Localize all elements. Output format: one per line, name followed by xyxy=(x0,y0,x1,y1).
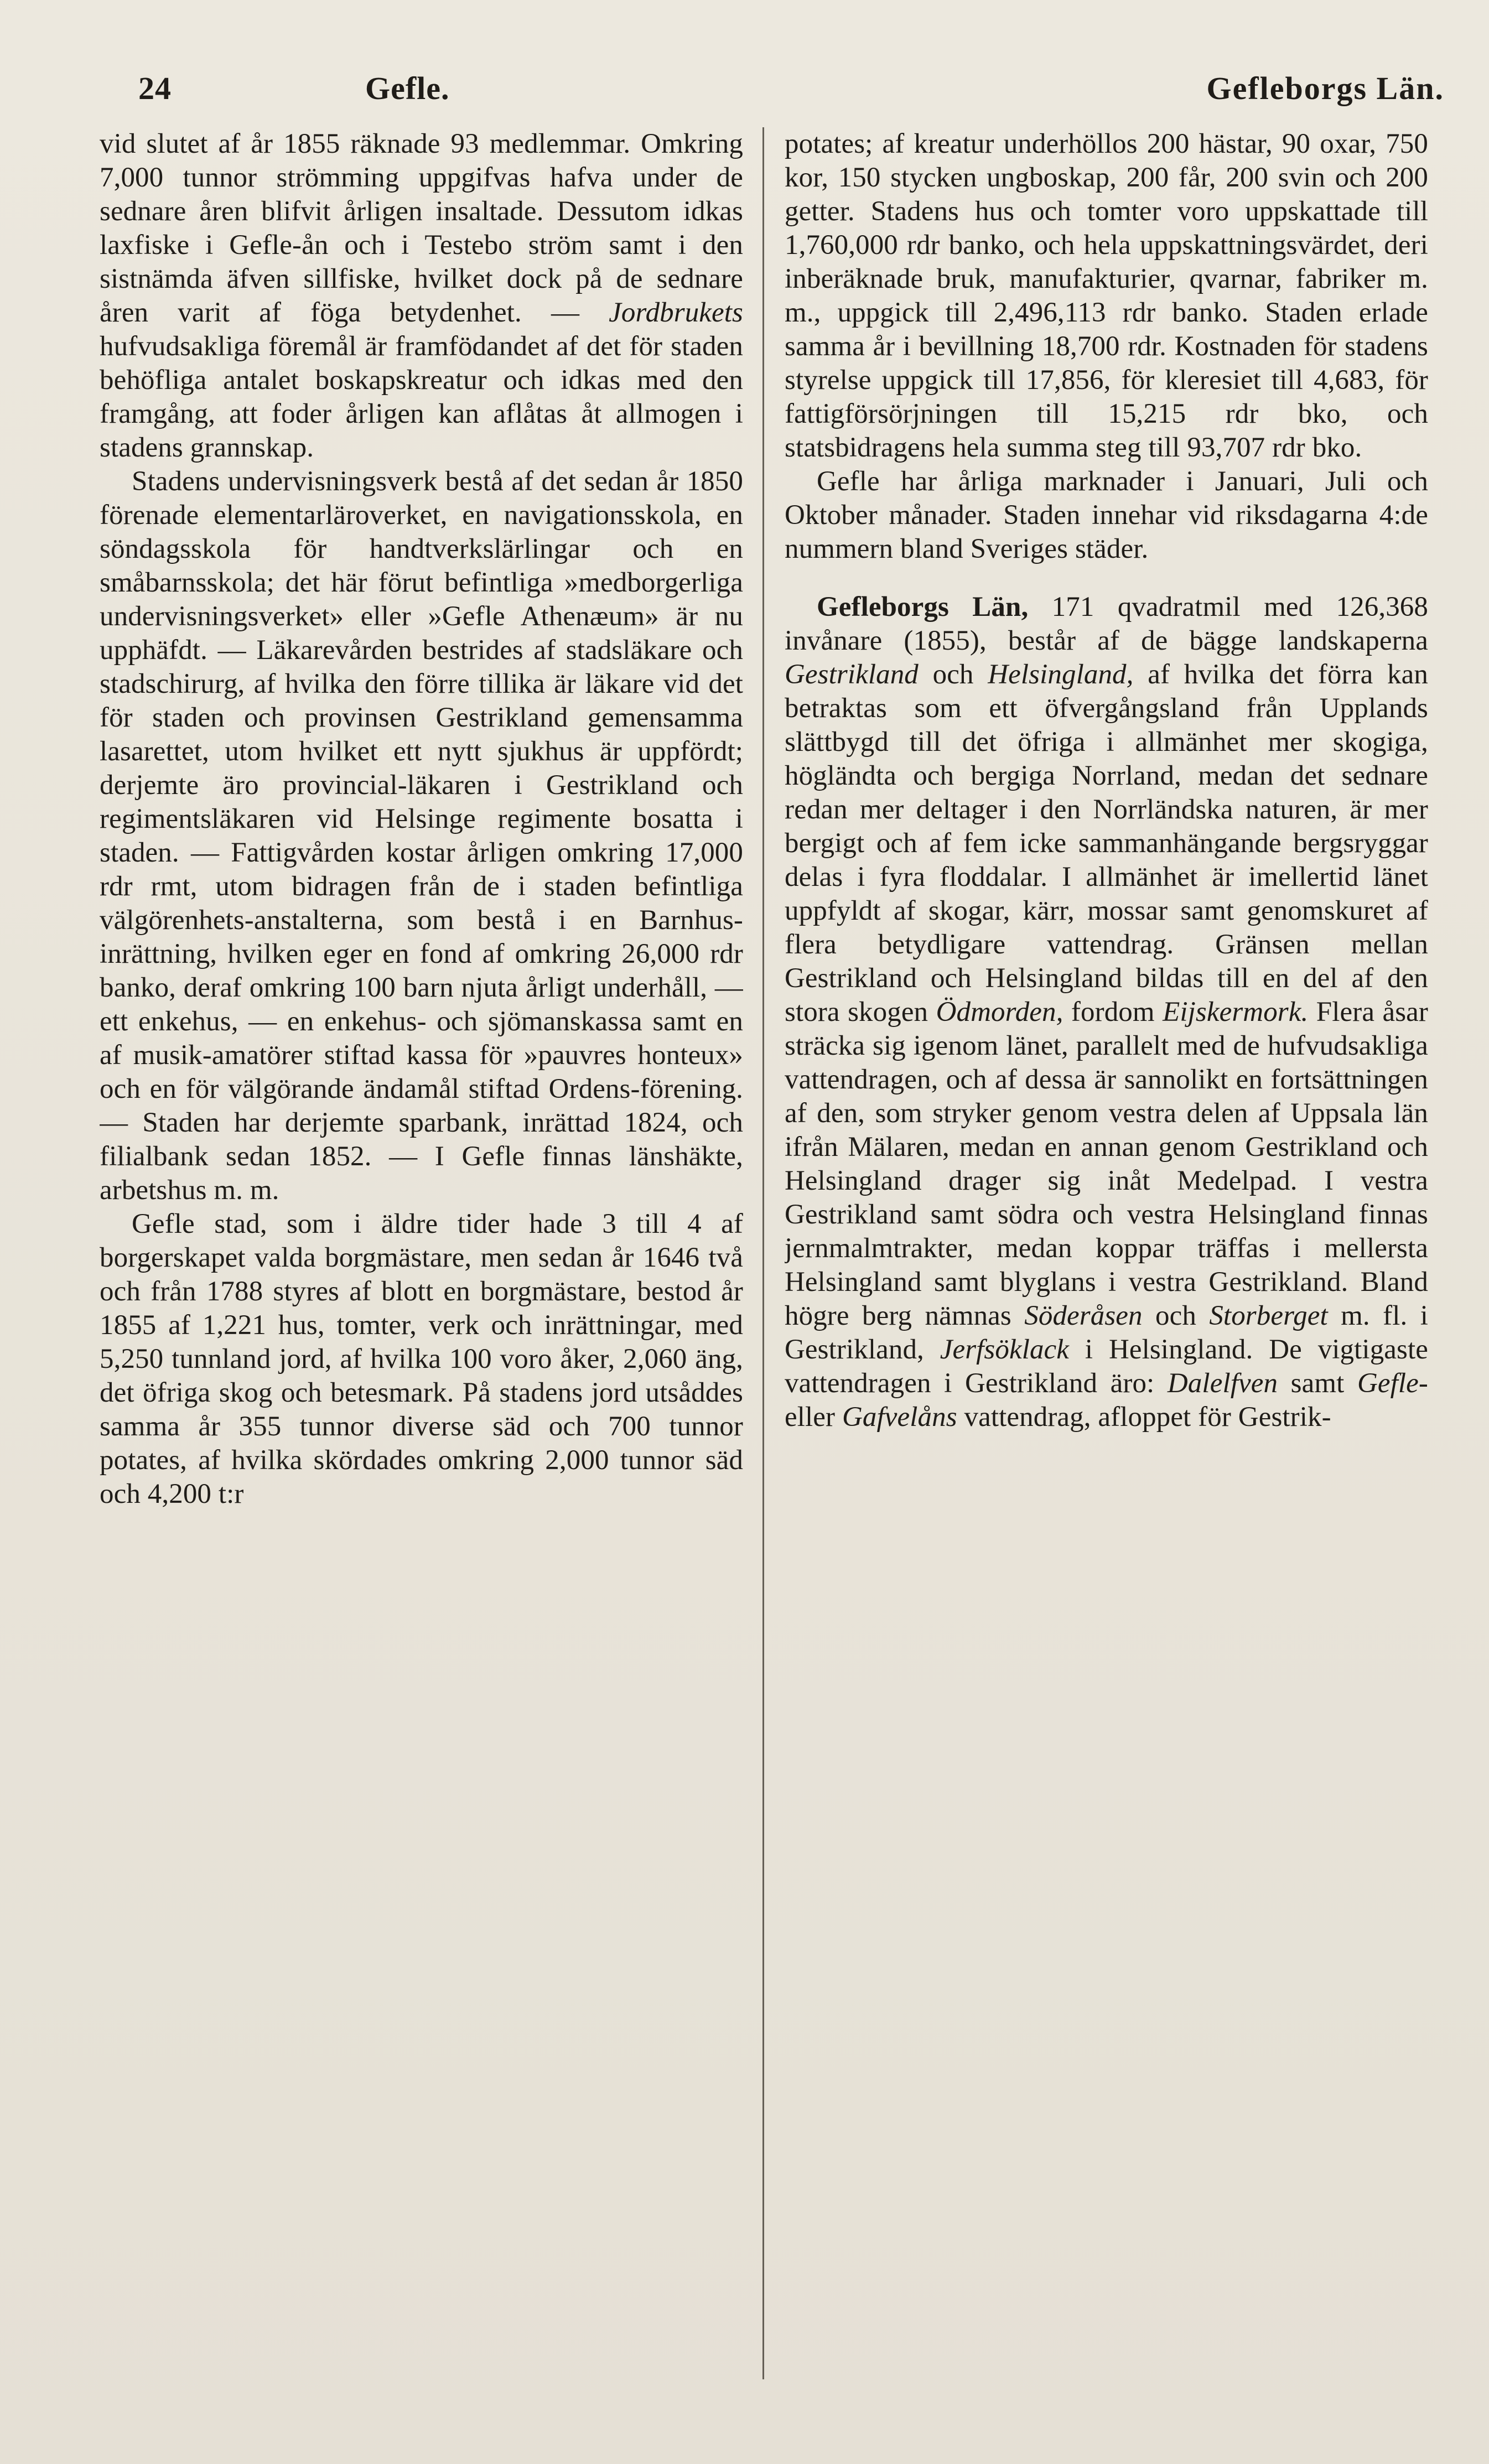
jerfsoklack-italic: Jerfsöklack xyxy=(940,1334,1070,1365)
county-text-f: och xyxy=(1142,1300,1210,1331)
right-paragraph-2 xyxy=(785,465,1428,566)
running-head-right: Gefleborgs Län. xyxy=(1206,70,1444,106)
livestock-valuation-paragraph: potates; af kreatur underhöllos 200 hästar, 90 oxar, 750 kor, 150 stycken ungboskap, 200 får, 200 svin och 200 getter. Stadens hus och tomter voro uppskattade till 1,760,000 rdr banko, och hela uppskattningsvärdet, deri inberäknade bruk, manufakturier, qvarnar, fabriker m. m., uppgick till 2,496,113 rdr banko. Staden erlade samma år i bevillning 18,700 rdr. Kostnaden för stadens styrelse uppgick till 17,856, för kleresiet till 4,683, för fattigförsörjningen till 15,215 rdr bko, och statsbidragens hela summa steg till 93,707 rdr bko. xyxy=(785,128,1428,463)
two-column-text xyxy=(100,127,1428,2396)
agriculture-italic-term: Jordbrukets xyxy=(609,297,743,328)
county-text-j: eller xyxy=(785,1402,842,1433)
dalelfven-italic: Dalelfven xyxy=(1167,1368,1278,1399)
county-text-k: vattendrag, afloppet för Gestrik- xyxy=(957,1402,1331,1433)
helsingland-italic: Helsingland, xyxy=(988,659,1134,690)
county-text-d: fordom xyxy=(1063,997,1163,1028)
county-text-g: m. fl. i Gestrikland, xyxy=(785,1300,1428,1365)
column-divider xyxy=(762,127,764,2379)
gafvelans-italic: Gafvelåns xyxy=(842,1402,957,1433)
right-paragraph-3 xyxy=(785,590,1428,1434)
page-header xyxy=(94,66,1444,111)
running-head-left: Gefle. xyxy=(365,70,450,106)
left-paragraph-1-text: vid slutet af år 1855 räknade 93 medlemmar. Omkring 7,000 tunnor strömming uppgifvas hafva under de sednare åren blifvit årligen insaltade. Dessutom idkas laxfiske i Gefle-ån och i Testebo ström samt i den sistnämda äfven sillfiske, hvilket dock på de sednare åren varit af föga betydenhet. — xyxy=(100,128,743,328)
eijskermork-italic: Eijskermork. xyxy=(1163,997,1309,1028)
county-text-a: 171 qvadratmil med 126,368 invånare (1855), består af de bägge landskaperna xyxy=(785,592,1428,656)
left-paragraph-1-tail: hufvudsakliga föremål är framfödandet af det för staden behöfliga antalet boskapskreatur och idkas med den framgång, att foder årligen kan aflåtas åt allmogen i stadens grannskap. xyxy=(100,331,743,463)
education-care-paragraph: Stadens undervisningsverk bestå af det sedan år 1850 förenade elementarläroverket, en navigationsskola, en söndagsskola för handtverkslärlingar och en småbarnsskola; det här förut befintliga »medborgerliga undervisningsverket» eller »Gefle Athenæum» är nu upphäfdt. — Läkarevården bestrides af stadsläkare och stadschirurg, af hvilka den förre tillika är läkare vid det för staden och provinsen Gestrikland gemensamma lasarettet, utom hvilket ett nytt sjukhus är uppfördt; derjemte äro provincial-läkaren i Gestrikland och regimentsläkaren vid Helsinge regimente bosatta i staden. — Fattigvården kostar årligen omkring 17,000 rdr rmt, utom bidragen från de i staden befintliga välgörenhets-anstalterna, som bestå i en Barnhus-inrättning, hvilken eger en fond af omkring 26,000 rdr banko, deraf omkring 100 barn njuta årligt underhåll, — ett enkehus, — en enkehus- och sjömanskassa samt en af musik-amatörer stiftad kassa för »pauvres honteux» och en för välgörande ändamål stiftad Ordens-förening. — Staden har derjemte sparbank, inrättad 1824, och filialbank sedan 1852. — I Gefle finnas länshäkte, arbetshus m. m. xyxy=(100,466,743,1206)
left-paragraph-1 xyxy=(100,127,743,465)
markets-paragraph: Gefle har årliga marknader i Januari, Juli och Oktober månader. Staden innehar vid riksdagarna 4:de nummern bland Sveriges städer. xyxy=(785,466,1428,564)
county-text-c: af hvilka det förra kan betraktas som ett öfvergångsland från Upplands slättbygd till det öfriga i allmänhet mer skogiga, högländta och bergiga Norrland, medan det sednare redan mer deltager i den Norrländska naturen, är mer bergigt och af fem icke sammanhängande bergsryggar delas i fyra floddalar. I allmänhet är imellertid länet uppfyldt af skogar, kärr, mossar samt genomskuret af flera betydligare vattendrag. Gränsen mellan Gestrikland och Helsingland bildas till en del af den stora skogen xyxy=(785,659,1428,1028)
left-paragraph-2 xyxy=(100,465,743,1207)
county-text-h: i Helsingland. De vigtigaste vattendragen i Gestrikland äro: xyxy=(785,1334,1428,1399)
storberget-italic: Storberget xyxy=(1209,1300,1328,1331)
county-text-i: samt xyxy=(1278,1368,1357,1399)
right-paragraph-1 xyxy=(785,127,1428,465)
right-column xyxy=(785,127,1428,2396)
gestrikland-italic: Gestrikland xyxy=(785,659,919,690)
gefle-italic: Gefle- xyxy=(1357,1368,1428,1399)
odmorden-italic: Ödmorden, xyxy=(936,997,1063,1028)
city-administration-paragraph: Gefle stad, som i äldre tider hade 3 till 4 af borgerskapet valda borgmästare, men sedan år 1646 två och från 1788 styres af blott en borgmästare, bestod år 1855 af 1,221 hus, tomter, verk och inrättningar, med 5,250 tunnland jord, af hvilka 100 voro åker, 2,060 äng, det öfriga skog och betesmark. På stadens jord utsåddes samma år 355 tunnor diverse säd och 700 tunnor potates, af hvilka skördades omkring 2,000 tunnor säd och 4,200 t:r xyxy=(100,1208,743,1509)
county-text-e: Flera åsar sträcka sig igenom länet, parallelt med de hufvudsakliga vattendragen, och af dessa är sannolikt en fortsättningen af den, som stryker genom vestra delen af Uppsala län ifrån Mälaren, medan en annan genom Gestrikland och Helsingland drager sig inåt Medelpad. I vestra Gestrikland samt södra och vestra Helsingland finnas jernmalmtrakter, medan koppar träffas i mellersta Helsingland samt blyglans i vestra Gestrikland. Bland högre berg nämnas xyxy=(785,997,1428,1331)
soderasen-italic: Söderåsen xyxy=(1024,1300,1143,1331)
left-column xyxy=(100,127,743,2396)
county-text-b: och xyxy=(918,659,988,690)
left-paragraph-3 xyxy=(100,1207,743,1511)
county-heading: Gefleborgs Län, xyxy=(817,592,1029,623)
page-number: 24 xyxy=(138,70,172,106)
